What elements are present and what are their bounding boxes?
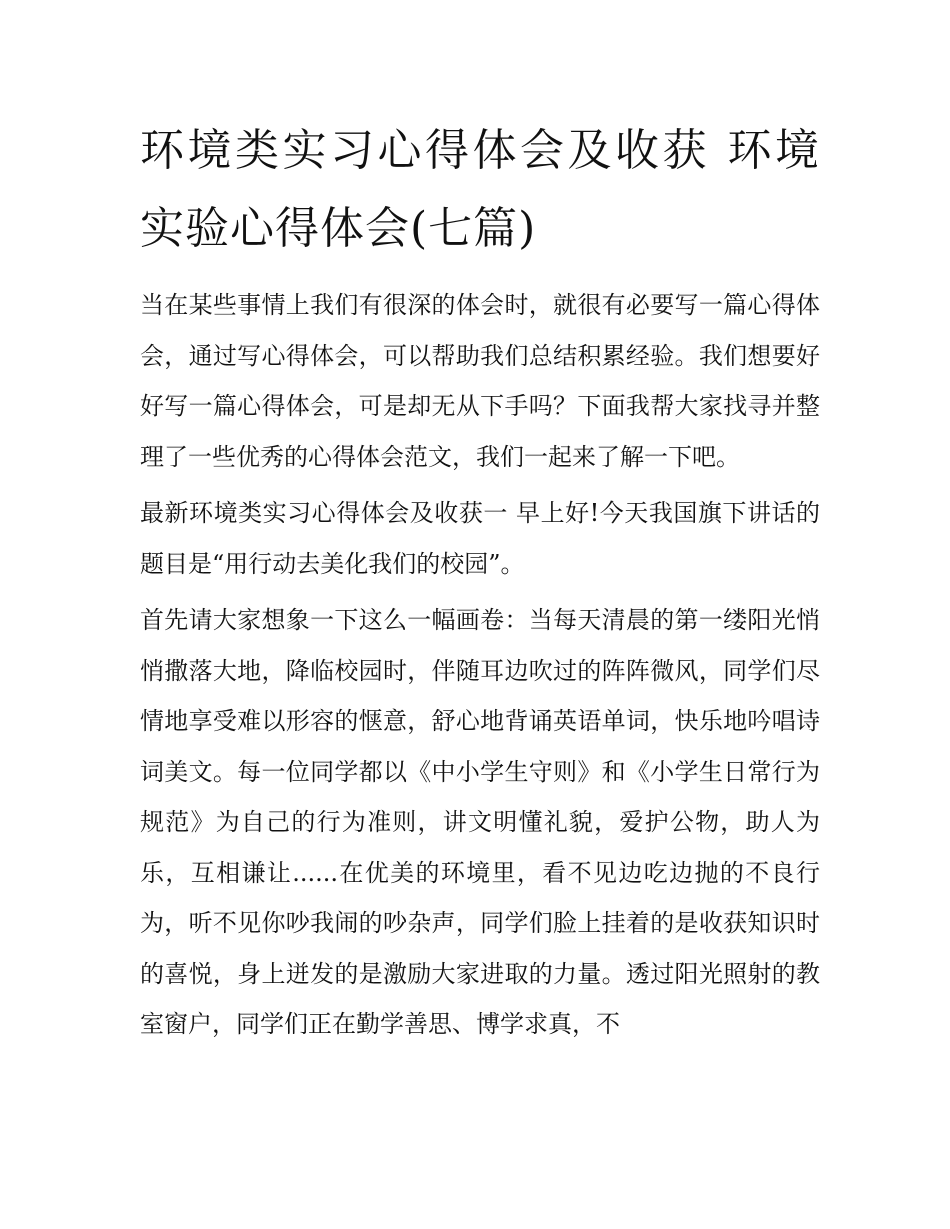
section-one-opening-paragraph: 最新环境类实习心得体会及收获一 早上好!今天我国旗下讲话的题目是“用行动去美化我们的校园”。 xyxy=(140,499,820,578)
document-page xyxy=(140,112,820,1050)
intro-paragraph: 当在某些事情上我们有很深的体会时，就很有必要写一篇心得体会，通过写心得体会，可以帮助我们总结积累经验。我们想要好好写一篇心得体会，可是却无从下手吗？下面我帮大家找寻并整理了一些优秀的心得体会范文，我们一起来了解一下吧。 xyxy=(140,291,820,471)
document-title: 环境类实习心得体会及收获 环境实验心得体会(七篇) xyxy=(140,125,820,254)
body-paragraph: 首先请大家想象一下这么一幅画卷：当每天清晨的第一缕阳光悄悄撒落大地，降临校园时，伴随耳边吹过的阵阵微风，同学们尽情地享受难以形容的惬意，舒心地背诵英语单词，快乐地吟唱诗词美文。每一位同学都以《中小学生守则》和《小学生日常行为规范》为自己的行为准则，讲文明懂礼貌，爱护公物，助人为乐，互相谦让......在优美的环境里，看不见边吃边抛的不良行为，听不见你吵我闹的吵杂声，同学们脸上挂着的是收获知识时的喜悦，身上迸发的是激励大家进取的力量。透过阳光照射的教室窗户，同学们正在勤学善思、博学求真，不 xyxy=(140,606,820,1038)
